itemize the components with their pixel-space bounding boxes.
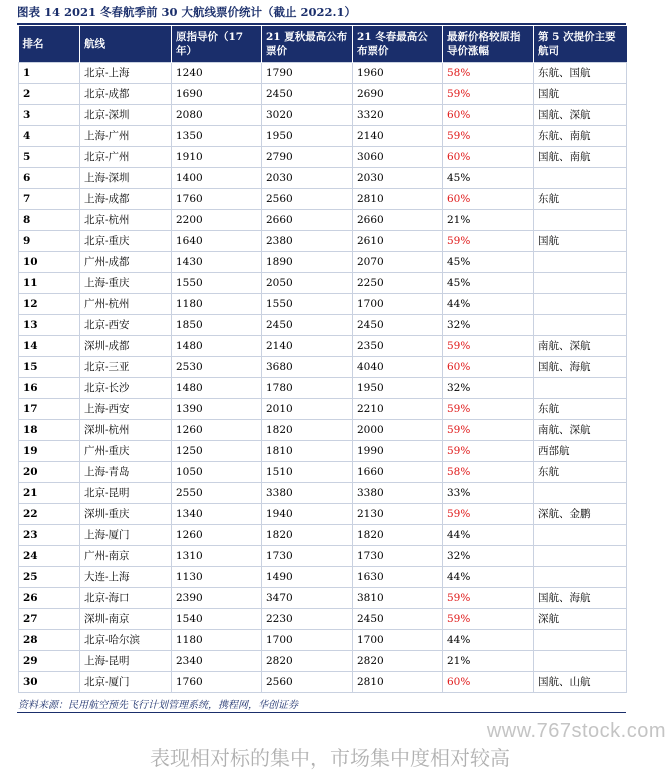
cell-rank: 6 [19,168,80,189]
table-row [19,84,627,105]
source-note: 资料来源：民用航空预先飞行计划管理系统，携程网，华创证券 [18,700,298,711]
cell-original-price: 1760 [172,672,262,693]
watermark: www.767stock.com [486,720,666,742]
cell-summer-fare: 2560 [262,189,353,210]
title-rule [17,23,626,25]
cell-rank: 24 [19,546,80,567]
cell-rise: 58% [443,63,534,84]
table-row [19,504,627,525]
cell-rank: 25 [19,567,80,588]
cell-original-price: 2390 [172,588,262,609]
cell-rank: 5 [19,147,80,168]
table-row [19,273,627,294]
cell-rank: 30 [19,672,80,693]
cell-winter-fare: 3320 [353,105,443,126]
cell-summer-fare: 1510 [262,462,353,483]
cell-rank: 22 [19,504,80,525]
cell-route: 北京-上海 [80,63,172,84]
cell-rank: 10 [19,252,80,273]
cell-original-price: 1480 [172,336,262,357]
table-row [19,378,627,399]
cell-rise: 58% [443,462,534,483]
cell-route: 广州-南京 [80,546,172,567]
cell-rise: 60% [443,189,534,210]
table-row [19,147,627,168]
cell-route: 大连-上海 [80,567,172,588]
cell-rank: 9 [19,231,80,252]
table-row [19,105,627,126]
cell-route: 广州-重庆 [80,441,172,462]
cell-summer-fare: 2140 [262,336,353,357]
cell-summer-fare: 2010 [262,399,353,420]
cell-rank: 20 [19,462,80,483]
cell-route: 深圳-重庆 [80,504,172,525]
cell-airlines: 深航、金鹏 [534,504,627,525]
cell-rise: 59% [443,588,534,609]
cell-rise: 32% [443,315,534,336]
cell-rise: 44% [443,525,534,546]
cell-original-price: 1310 [172,546,262,567]
cell-rise: 59% [443,231,534,252]
cell-winter-fare: 2130 [353,504,443,525]
cell-airlines: 国航、海航 [534,357,627,378]
cell-airlines: 南航、深航 [534,336,627,357]
table-row [19,336,627,357]
cell-summer-fare: 1820 [262,420,353,441]
cell-summer-fare: 2450 [262,315,353,336]
cell-winter-fare: 2450 [353,315,443,336]
cell-airlines [534,378,627,399]
table-row [19,126,627,147]
cell-original-price: 2080 [172,105,262,126]
cell-route: 深圳-杭州 [80,420,172,441]
cell-winter-fare: 2810 [353,189,443,210]
table-row [19,63,627,84]
cell-airlines [534,273,627,294]
fare-table [18,26,627,693]
cell-summer-fare: 2790 [262,147,353,168]
table-row [19,441,627,462]
table-row [19,672,627,693]
cell-summer-fare: 1550 [262,294,353,315]
cell-original-price: 1260 [172,420,262,441]
cell-rank: 19 [19,441,80,462]
cell-original-price: 1640 [172,231,262,252]
cell-summer-fare: 2560 [262,672,353,693]
cell-rise: 60% [443,105,534,126]
cell-winter-fare: 1730 [353,546,443,567]
cell-route: 北京-深圳 [80,105,172,126]
cell-original-price: 1400 [172,168,262,189]
cell-route: 上海-成都 [80,189,172,210]
cell-original-price: 1550 [172,273,262,294]
cell-original-price: 2200 [172,210,262,231]
cell-original-price: 2530 [172,357,262,378]
table-row [19,483,627,504]
cell-route: 北京-哈尔滨 [80,630,172,651]
cell-winter-fare: 1660 [353,462,443,483]
cell-winter-fare: 2000 [353,420,443,441]
header-route: 航线 [80,26,172,63]
table-row [19,168,627,189]
table-body [19,63,627,693]
cell-winter-fare: 2610 [353,231,443,252]
cell-rank: 2 [19,84,80,105]
cell-original-price: 1430 [172,252,262,273]
cell-rise: 45% [443,252,534,273]
table-row [19,189,627,210]
cell-winter-fare: 2820 [353,651,443,672]
cell-rise: 33% [443,483,534,504]
table-row [19,525,627,546]
cell-rank: 1 [19,63,80,84]
cell-airlines: 国航、山航 [534,672,627,693]
cell-route: 上海-厦门 [80,525,172,546]
cell-route: 北京-杭州 [80,210,172,231]
cell-rise: 60% [443,357,534,378]
cell-winter-fare: 3380 [353,483,443,504]
cell-airlines [534,546,627,567]
cell-rank: 3 [19,105,80,126]
cell-rise: 59% [443,609,534,630]
cell-winter-fare: 2030 [353,168,443,189]
cell-rise: 44% [443,630,534,651]
cell-original-price: 2340 [172,651,262,672]
cell-summer-fare: 1730 [262,546,353,567]
cell-winter-fare: 1820 [353,525,443,546]
cell-original-price: 1540 [172,609,262,630]
cell-summer-fare: 1820 [262,525,353,546]
cell-original-price: 1760 [172,189,262,210]
cell-winter-fare: 2250 [353,273,443,294]
cell-summer-fare: 1790 [262,63,353,84]
cell-summer-fare: 2030 [262,168,353,189]
header-winter-fare: 21 冬春最高公布票价 [353,26,443,63]
cell-route: 广州-杭州 [80,294,172,315]
cell-original-price: 1850 [172,315,262,336]
truncated-body-text: 表现相对标的集中，市场集中度相对较高 [150,746,510,770]
table-row [19,231,627,252]
cell-winter-fare: 3060 [353,147,443,168]
cell-route: 北京-长沙 [80,378,172,399]
cell-original-price: 1910 [172,147,262,168]
cell-winter-fare: 2070 [353,252,443,273]
cell-rank: 29 [19,651,80,672]
header-summer-fare: 21 夏秋最高公布票价 [262,26,353,63]
cell-rise: 59% [443,336,534,357]
cell-summer-fare: 3380 [262,483,353,504]
cell-airlines [534,294,627,315]
cell-route: 北京-成都 [80,84,172,105]
cell-route: 北京-昆明 [80,483,172,504]
cell-summer-fare: 1950 [262,126,353,147]
cell-winter-fare: 1960 [353,63,443,84]
cell-original-price: 1240 [172,63,262,84]
cell-rank: 7 [19,189,80,210]
cell-rank: 12 [19,294,80,315]
cell-rise: 59% [443,399,534,420]
cell-rise: 60% [443,147,534,168]
table-row [19,567,627,588]
cell-airlines [534,567,627,588]
cell-rank: 27 [19,609,80,630]
cell-airlines [534,315,627,336]
cell-winter-fare: 2810 [353,672,443,693]
cell-rise: 32% [443,378,534,399]
cell-airlines [534,252,627,273]
cell-airlines: 西部航 [534,441,627,462]
cell-original-price: 1050 [172,462,262,483]
cell-winter-fare: 1950 [353,378,443,399]
cell-rise: 59% [443,84,534,105]
cell-rise: 59% [443,504,534,525]
cell-airlines: 南航、深航 [534,420,627,441]
cell-rise: 21% [443,210,534,231]
cell-original-price: 1260 [172,525,262,546]
cell-rise: 21% [443,651,534,672]
cell-rank: 17 [19,399,80,420]
table-row [19,588,627,609]
table-row [19,462,627,483]
cell-rise: 59% [443,441,534,462]
cell-summer-fare: 2820 [262,651,353,672]
cell-route: 北京-重庆 [80,231,172,252]
cell-airlines: 国航、深航 [534,105,627,126]
cell-winter-fare: 1700 [353,630,443,651]
cell-original-price: 1390 [172,399,262,420]
cell-rise: 59% [443,420,534,441]
cell-rise: 45% [443,168,534,189]
cell-original-price: 1350 [172,126,262,147]
cell-original-price: 1690 [172,84,262,105]
cell-airlines [534,210,627,231]
table-row [19,399,627,420]
cell-original-price: 1250 [172,441,262,462]
cell-rise: 32% [443,546,534,567]
cell-rank: 16 [19,378,80,399]
header-rise: 最新价格较原指导价涨幅 [443,26,534,63]
header-original-price: 原指导价（17年） [172,26,262,63]
cell-winter-fare: 2350 [353,336,443,357]
cell-airlines: 东航、国航 [534,63,627,84]
cell-rank: 21 [19,483,80,504]
cell-airlines: 东航、南航 [534,126,627,147]
cell-route: 北京-西安 [80,315,172,336]
cell-route: 北京-海口 [80,588,172,609]
cell-winter-fare: 2140 [353,126,443,147]
cell-winter-fare: 1990 [353,441,443,462]
cell-original-price: 1130 [172,567,262,588]
cell-summer-fare: 1490 [262,567,353,588]
cell-airlines: 东航 [534,399,627,420]
cell-summer-fare: 2230 [262,609,353,630]
cell-summer-fare: 3020 [262,105,353,126]
cell-airlines: 东航 [534,462,627,483]
cell-rank: 8 [19,210,80,231]
table-row [19,315,627,336]
cell-summer-fare: 1810 [262,441,353,462]
cell-winter-fare: 1630 [353,567,443,588]
cell-original-price: 1180 [172,294,262,315]
table-row [19,252,627,273]
cell-winter-fare: 2660 [353,210,443,231]
cell-airlines: 国航、南航 [534,147,627,168]
table-row [19,609,627,630]
cell-rise: 45% [443,273,534,294]
cell-rank: 4 [19,126,80,147]
cell-summer-fare: 2450 [262,84,353,105]
cell-rank: 13 [19,315,80,336]
cell-airlines [534,630,627,651]
cell-route: 深圳-成都 [80,336,172,357]
cell-rise: 60% [443,672,534,693]
cell-summer-fare: 2380 [262,231,353,252]
cell-route: 广州-成都 [80,252,172,273]
cell-summer-fare: 1940 [262,504,353,525]
cell-rise: 44% [443,567,534,588]
cell-airlines: 国航 [534,84,627,105]
cell-airlines: 深航 [534,609,627,630]
cell-route: 上海-重庆 [80,273,172,294]
cell-winter-fare: 2210 [353,399,443,420]
cell-summer-fare: 2660 [262,210,353,231]
cell-rank: 14 [19,336,80,357]
table-header-row [19,26,627,63]
cell-route: 北京-广州 [80,147,172,168]
cell-rank: 26 [19,588,80,609]
figure-title: 图表 14 2021 冬春航季前 30 大航线票价统计（截止 2022.1） [17,5,357,19]
cell-rank: 28 [19,630,80,651]
cell-airlines: 国航、海航 [534,588,627,609]
cell-route: 上海-西安 [80,399,172,420]
cell-summer-fare: 1780 [262,378,353,399]
cell-airlines: 东航 [534,189,627,210]
cell-winter-fare: 1700 [353,294,443,315]
cell-summer-fare: 3680 [262,357,353,378]
cell-summer-fare: 1700 [262,630,353,651]
cell-airlines [534,651,627,672]
cell-rise: 44% [443,294,534,315]
cell-winter-fare: 2450 [353,609,443,630]
cell-route: 上海-深圳 [80,168,172,189]
cell-route: 深圳-南京 [80,609,172,630]
cell-original-price: 2550 [172,483,262,504]
table-row [19,357,627,378]
cell-winter-fare: 3810 [353,588,443,609]
cell-route: 上海-青岛 [80,462,172,483]
cell-summer-fare: 3470 [262,588,353,609]
cell-summer-fare: 2050 [262,273,353,294]
cell-airlines: 国航 [534,231,627,252]
cell-airlines [534,525,627,546]
header-rank: 排名 [19,26,80,63]
table-row [19,546,627,567]
cell-rank: 15 [19,357,80,378]
cell-rank: 23 [19,525,80,546]
cell-rank: 18 [19,420,80,441]
cell-airlines [534,168,627,189]
cell-route: 上海-昆明 [80,651,172,672]
cell-route: 北京-厦门 [80,672,172,693]
table-row [19,630,627,651]
cell-route: 上海-广州 [80,126,172,147]
cell-original-price: 1480 [172,378,262,399]
cell-summer-fare: 1890 [262,252,353,273]
bottom-rule [17,712,626,713]
table-row [19,294,627,315]
cell-rise: 59% [443,126,534,147]
cell-winter-fare: 4040 [353,357,443,378]
table-row [19,420,627,441]
cell-original-price: 1340 [172,504,262,525]
cell-rank: 11 [19,273,80,294]
header-airlines: 第 5 次提价主要航司 [534,26,627,63]
table-row [19,651,627,672]
cell-route: 北京-三亚 [80,357,172,378]
cell-original-price: 1180 [172,630,262,651]
cell-airlines [534,483,627,504]
cell-winter-fare: 2690 [353,84,443,105]
table-row [19,210,627,231]
